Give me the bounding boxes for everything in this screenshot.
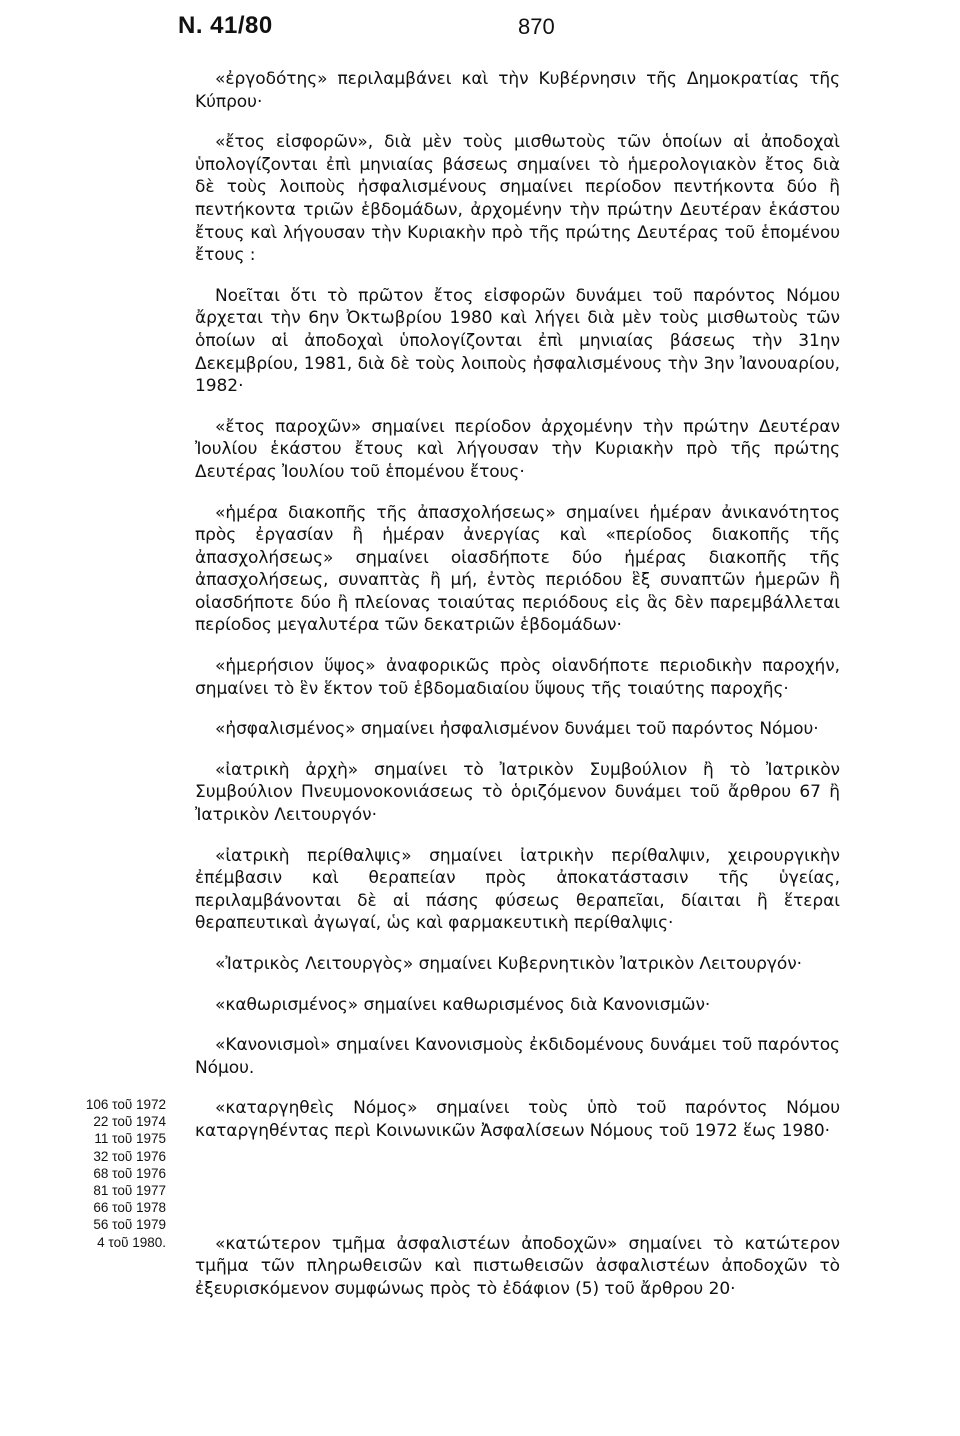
definition-paragraph: «ἠσφαλισμένος» σημαίνει ἠσφαλισμένον δυνάμει τοῦ παρόντος Νόμου· xyxy=(215,719,819,740)
margin-note: 11 τοῦ 1975 xyxy=(94,1131,166,1147)
definition-paragraph: «ἔτος παροχῶν» σημαίνει περίοδον ἀρχομένην τὴν πρώτην Δευτέραν Ἰουλίου ἑκάστου ἔτους καὶ λήγουσαν τὴν Κυριακὴν πρὸ τῆς πρώτης Δευτέρας Ἰουλίου τοῦ ἑπομένου ἔτους· xyxy=(195,416,840,482)
proviso-paragraph: Νοεῖται ὅτι τὸ πρῶτον ἔτος εἰσφορῶν δυνάμει τοῦ παρόντος Νόμου ἄρχεται τὴν 6ην Ὀκτωβρίου 1980 καὶ λήγει διὰ μὲν τοὺς μισθωτοὺς τῶν ὁποίων αἱ ἀποδοχαὶ ὑπολογίζονται ἐπὶ μηνιαίας βάσεως τὴν 31ην Δεκεμβρίου, 1981, διὰ δὲ τοὺς λοιποὺς ἠσφαλισμένους τὴν 3ην Ἰανουαρίου, 1982· xyxy=(195,285,840,397)
definition-paragraph: «ἡμερήσιον ὕψος» ἀναφορικῶς πρὸς οἱανδήποτε περιοδικὴν παροχήν, σημαίνει τὸ ἓν ἕκτον τοῦ ἑβδομαδιαίου ὕψους τῆς τοιαύτης παροχῆς· xyxy=(195,656,840,699)
margin-note: 4 τοῦ 1980. xyxy=(97,1234,166,1250)
definition-paragraph: «ἰατρικὴ περίθαλψις» σημαίνει ἰατρικὴν περίθαλψιν, χειρουργικὴν ἐπέμβασιν καὶ θεραπείαν πρὸς ἀποκατάστασιν τῆς ὑγείας, περιλαμβάνονται δὲ αἱ πάσης φύσεως θεραπεῖαι, δίαιται ἢ ἕτεραι θεραπευτικαὶ ἀγωγαί, ὡς καὶ φαρμακευτικὴ περίθαλψις· xyxy=(195,845,840,934)
definition-paragraph: «ἡμέρα διακοπῆς τῆς ἀπασχολήσεως» σημαίνει ἡμέραν ἀνικανότητος πρὸς ἐργασίαν ἢ ἡμέραν ἀνεργίας καὶ «περίοδος διακοπῆς τῆς ἀπασχολήσεως» σημαίνει οἱασδήποτε δύο ἡμέρας διακοπῆς τῆς ἀπασχολήσεως, συναπτὰς ἢ μή, ἐντὸς περιόδου ἓξ συναπτῶν ἡμερῶν ἢ οἱασδήποτε δύο ἢ πλείονας τοιαύτας περιόδους εἰς ἃς δὲν παρεμβάλλεται περίοδος μεγαλυτέρα τῶν δεκατριῶν ἑβδομάδων· xyxy=(195,502,840,636)
definition-paragraph: «Ἰατρικὸς Λειτουργὸς» σημαίνει Κυβερνητικὸν Ἰατρικὸν Λειτουργόν· xyxy=(215,954,803,974)
margin-note: 68 τοῦ 1976 xyxy=(93,1165,166,1181)
page-number: 870 xyxy=(518,14,555,39)
definition-paragraph: «καταργηθεὶς Νόμος» σημαίνει τοὺς ὑπὸ τοῦ παρόντος Νόμου καταργηθέντας περὶ Κοινωνικῶν Ἀσφαλίσεων Νόμους τοῦ 1972 ἕως 1980· xyxy=(195,1098,840,1141)
margin-notes xyxy=(78,1096,166,1251)
definition-paragraph: «καθωρισμένος» σημαίνει καθωρισμένος διὰ Κανονισμῶν· xyxy=(215,994,711,1015)
margin-note: 106 τοῦ 1972 xyxy=(85,1097,166,1112)
margin-note: 66 τοῦ 1978 xyxy=(93,1200,166,1216)
issue-number: Ν. 41/80 xyxy=(178,12,273,39)
margin-note: 81 τοῦ 1977 xyxy=(93,1183,166,1199)
definition-paragraph: «ἔτος εἰσφορῶν», διὰ μὲν τοὺς μισθωτοὺς τῶν ὁποίων αἱ ἀποδοχαὶ ὑπολογίζονται ἐπὶ μηνιαίας βάσεως σημαίνει τὸ ἡμερολογιακὸν ἔτος διὰ δὲ τοὺς λοιποὺς ἠσφαλισμένους σημαίνει περίοδον πεντήκοντα δύο ἢ πεντήκοντα τριῶν ἑβδομάδων, ἀρχομένην τὴν πρώτην Δευτέραν ἑκάστου ἔτους καὶ λήγουσαν τὴν Κυριακὴν πρὸ τῆς πρώτης Δευτέρας τοῦ ἑπομένου ἔτους : xyxy=(195,132,840,266)
margin-note: 22 τοῦ 1974 xyxy=(93,1114,166,1130)
definition-paragraph: «ἰατρικὴ ἀρχὴ» σημαίνει τὸ Ἰατρικὸν Συμβούλιον ἢ τὸ Ἰατρικὸν Συμβούλιον Πνευμονοκονιάσεως τὸ ὁριζόμενον δυνάμει τοῦ ἄρθρου 67 ἢ Ἰατρικὸν Λειτουργόν· xyxy=(195,759,840,826)
definition-paragraph: «Κανονισμοὶ» σημαίνει Κανονισμοὺς ἐκδιδομένους δυνάμει τοῦ παρόντος Νόμου. xyxy=(195,1035,840,1078)
margin-note: 32 τοῦ 1976 xyxy=(93,1148,166,1164)
body-text xyxy=(195,68,840,1318)
definition-paragraph: «ἐργοδότης» περιλαμβάνει καὶ τὴν Κυβέρνησιν τῆς Δημοκρατίας τῆς Κύπρου· xyxy=(195,69,840,112)
page-header xyxy=(178,12,898,48)
definition-paragraph: «κατώτερον τμῆμα ἀσφαλιστέων ἀποδοχῶν» σημαίνει τὸ κατώτερον τμῆμα τῶν πληρωθεισῶν καὶ πιστωθεισῶν ἀσφαλιστέων ἀποδοχῶν τὸ ἐξευρισκόμενον συμφώνως πρὸς τὸ ἐδάφιον (5) τοῦ ἄρθρου 20· xyxy=(195,1233,840,1299)
margin-note: 56 τοῦ 1979 xyxy=(93,1217,166,1233)
